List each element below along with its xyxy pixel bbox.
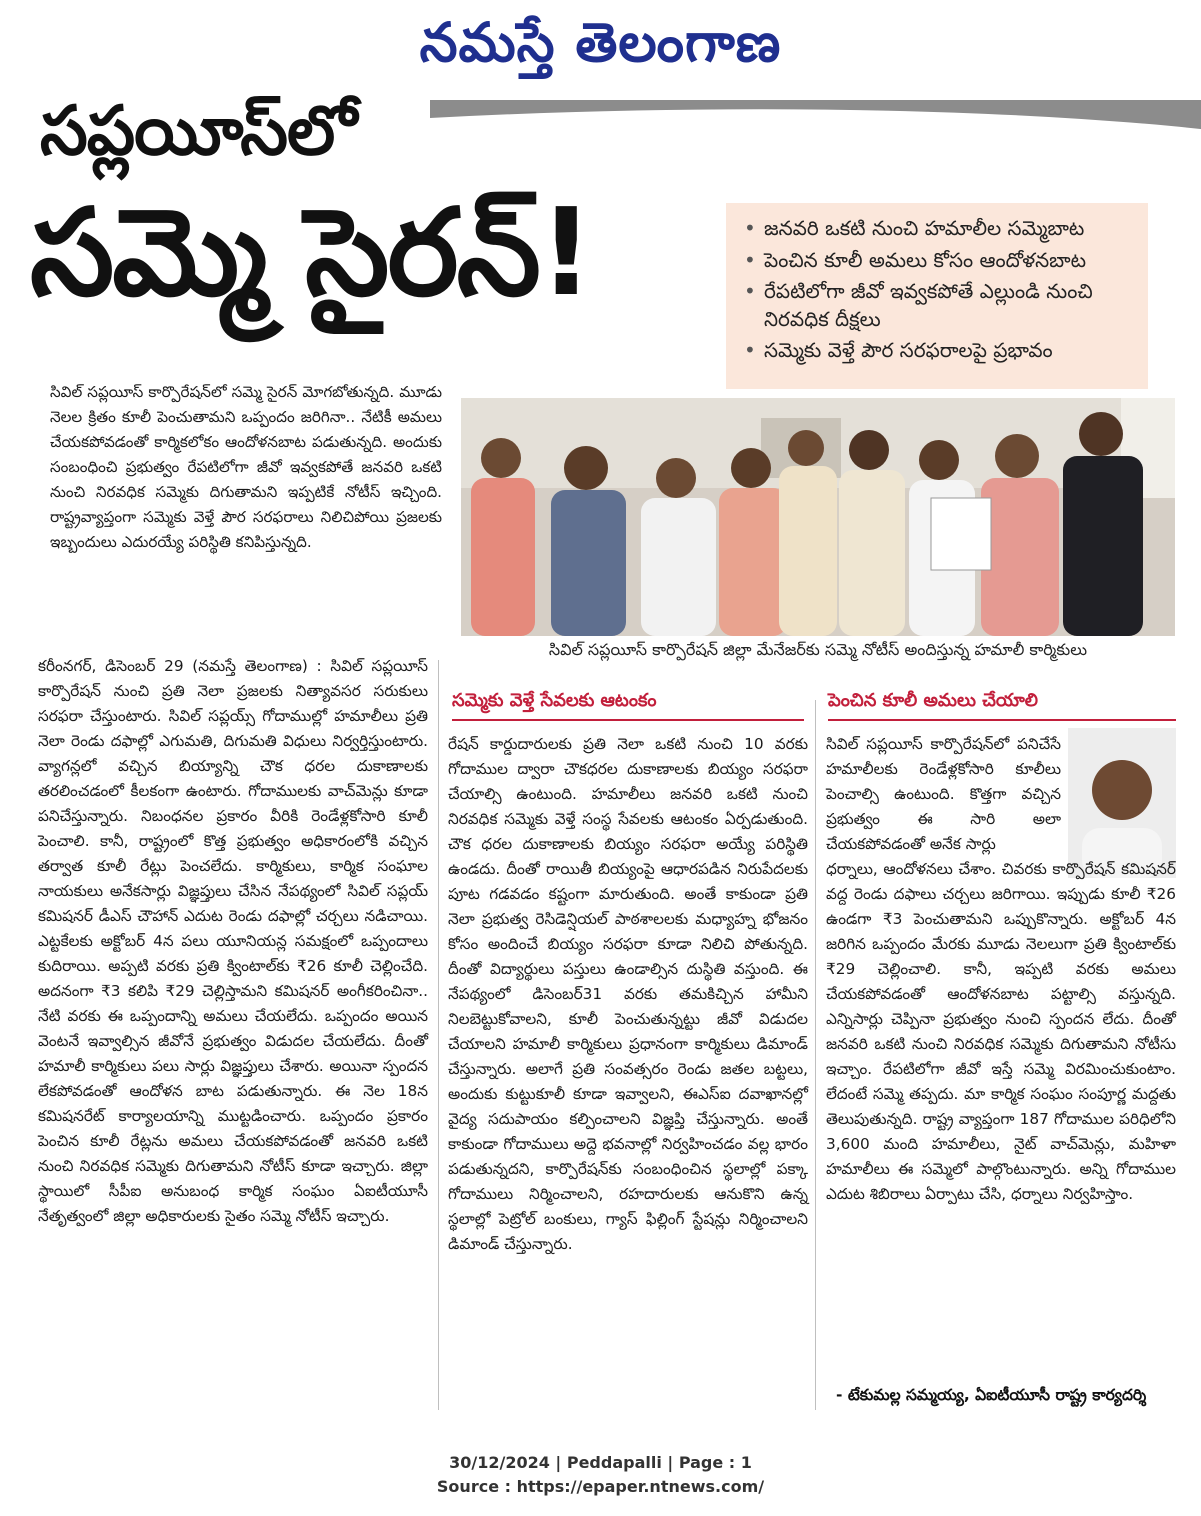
masthead-title: నమస్తే తెలంగాణ	[419, 10, 782, 74]
footer-source: Source : https://epaper.ntnews.com/	[436, 1477, 765, 1496]
news-photo	[461, 398, 1175, 636]
section-3-heading: పెంచిన కూలీ అమలు చేయాలి	[828, 690, 1176, 721]
highlight-item: • సమ్మెకు వెళ్తే పౌర సరఫరాలపై ప్రభావం	[740, 335, 1134, 365]
highlight-item: • జనవరి ఒకటి నుంచి హమాలీల సమ్మెబాట	[740, 213, 1134, 243]
section-3-text: ధర్నాలు, ఆందోళనలు చేశాం. చివరకు కార్పొరేషన్‌ కమిషనర్‌ వద్ద రెండు దఫాలు చర్చలు జరిగాయి. ఇప్పుడు కూలీ ₹26 ఉండగా ₹3 పెంచుతామని ఒప్పుకొన్నారు. అక్టోబర్‌ 4న జరిగిన ఒప్పందం మేరకు మూడు నెలలుగా ప్రతి క్వింటాల్‌కు ₹29 చెల్లించాలి. కానీ, ఇప్పటి వరకు అమలు చేయకపోవడంతో ఆందోళనబాట పట్టాల్సి వస్తున్నది. ఎన్నిసార్లు చెప్పినా ప్రభుత్వం నుంచి స్పందన లేదు. దీంతో జనవరి ఒకటి నుంచి నిరవధిక సమ్మెకు దిగుతామని నోటీసు ఇచ్చాం. రేపటిలోగా జీవో ఇస్తే సమ్మె విరమించుకుంటాం. లేదంటే సమ్మె తప్పదు. మా కార్మిక సంఘం సంపూర్ణ మద్దతు తెలుపుతున్నది. రాష్ట్ర వ్యాప్తంగా 187 గోదాముల పరిధిలోని 3,600 మంది హమాలీలు, నైట్‌ వాచ్‌మెన్లు, మహిళా హమాలీలు ఈ సమ్మెలో పాల్గొంటున్నారు. అన్ని గోదాముల ఎదుట శిబిరాలు ఏర్పాటు చేసి, ధర్నాలు నిర్వహిస్తాం.	[826, 860, 1176, 1203]
quote-byline: - టేకుమల్ల సమ్మయ్య, ఏఐటీయూసీ రాష్ట్ర కార్యదర్శి	[836, 1386, 1147, 1404]
article-column-2	[448, 732, 808, 1257]
highlight-item: • రేపటిలోగా జీవో ఇవ్వకపోతే ఎల్లుండి నుంచి నిరవధిక దీక్షలు	[740, 277, 1134, 333]
headline-line-2: సమ్మె సైరన్‌!	[30, 184, 592, 323]
footer-date-edition: 30/12/2024 | Peddapalli | Page : 1	[449, 1453, 752, 1472]
highlight-item: • పెంచిన కూలీ అమలు కోసం ఆందోళనబాట	[740, 245, 1134, 275]
highlights-box	[726, 203, 1148, 389]
column-1-text: కరీంనగర్‌, డిసెంబర్‌ 29 (నమస్తే తెలంగాణ) : సివిల్‌ సప్లయీస్‌ కార్పొరేషన్‌ నుంచి ప్రతి నెలా ప్రజలకు నిత్యావసర సరుకులు సరఫరా చేస్తుంటారు. సివిల్‌ సప్లయ్స్‌ గోదాముల్లో హమాలీలు ప్రతి నెలా రెండు దఫాల్లో ఎగుమతి, దిగుమతి విధులు నిర్వర్తిస్తుంటారు. వ్యాగన్లలో వచ్చిన బియ్యాన్ని చౌక ధరల దుకాణాలకు తరలించడంలో కీలకంగా ఉంటారు. గోదాములకు వాచ్‌మెన్లు కూడా పనిచేస్తున్నారు. నిబంధనల ప్రకారం వీరికి రెండేళ్లకోసారి కూలీ పెంచాలి. కానీ, రాష్ట్రంలో కొత్త ప్రభుత్వం అధికారంలోకి వచ్చిన తర్వాత కూలీ రేట్లు పెంచలేదు. కార్మికులు, కార్మిక సంఘాల నాయకులు అనేకసార్లు విజ్ఞప్తులు చేసిన నేపథ్యంలో సివిల్‌ సప్లయ్‌ కమిషనర్‌ డీఎస్‌ చౌహాన్‌ ఎదుట రెండు దఫాల్లో చర్చలు నడిచాయి. ఎట్టకేలకు అక్టోబర్‌ 4న పలు యూనియన్ల సమక్షంలో ఒప్పందాలు కుదిరాయి. అప్పటి వరకు ప్రతి క్వింటాల్‌కు ₹26 కూలీ చెల్లించేది. అదనంగా ₹3 కలిపి ₹29 చెల్లిస్తామని కమిషనర్‌ అంగీకరించినా.. నేటి వరకు ఈ ఒప్పందాన్ని అమలు చేయలేదు. ఒప్పందం అయిన వెంటనే ఇవ్వాల్సిన జీవోనే ప్రభుత్వం విడుదల చేయలేదు. దీంతో హమాలీ కార్మికులు పలు సార్లు విజ్ఞప్తులు చేశారు. అయినా స్పందన లేకపోవడంతో ఆందోళన బాట పడుతున్నారు. ఈ నెల 18న కమిషనరేట్‌ కార్యాలయాన్ని ముట్టడించారు. ఒప్పందం ప్రకారం పెంచిన కూలీ రేట్లను అమలు చేయకపోవడంతో జనవరి ఒకటి నుంచి నిరవధిక సమ్మెకు దిగుతామని నోటీస్‌ కూడా ఇచ్చారు. జిల్లా స్థాయిలో సీపీఐ అనుబంధ కార్మిక సంఘం ఏఐటీయూసీ నేతృత్వంలో జిల్లా అధికారులకు సైతం సమ్మె నోటీస్‌ ఇచ్చారు.	[38, 657, 428, 1225]
photo-illustration	[461, 398, 1175, 636]
masthead	[0, 10, 1201, 80]
header-swoosh	[430, 100, 1201, 134]
section-2-heading: సమ్మెకు వెళ్తే సేవలకు ఆటంకం	[452, 690, 804, 721]
article-column-3	[826, 732, 1176, 1207]
column-divider	[438, 660, 439, 1410]
lead-paragraph	[50, 380, 442, 555]
photo-caption: సివిల్‌ సప్లయీస్‌ కార్పొరేషన్‌ జిల్లా మేనేజర్‌కు సమ్మె నోటీస్‌ అందిస్తున్న హమాలీ కార్మికులు	[548, 640, 1088, 659]
section-3-text-indented: సివిల్‌ సప్లయీస్‌ కార్పొరేషన్‌లో పనిచేసే హమాలీలకు రెండేళ్లకోసారి కూలీలు పెంచాల్సి ఉంటుంది. కొత్తగా వచ్చిన ప్రభుత్వం ఈ సారి అలా చేయకపోవడంతో అనేక సార్లు	[826, 735, 1061, 853]
article-column-1	[38, 654, 428, 1229]
section-2-text: రేషన్‌ కార్డుదారులకు ప్రతి నెలా ఒకటి నుంచి 10 వరకు గోదాముల ద్వారా చౌకధరల దుకాణాలకు బియ్యం సరఫరా చేయాల్సి ఉంటుంది. హమాలీలు జనవరి ఒకటి నుంచి నిరవధిక సమ్మెకు వెళ్తే సంస్థ సేవలకు ఆటంకం ఏర్పడుతుంది. చౌక ధరల దుకాణాలకు బియ్యం సరఫరా అయ్యే పరిస్థితి ఉండదు. దీంతో రాయితీ బియ్యంపై ఆధారపడిన నిరుపేదలకు పూట గడవడం కష్టంగా మారుతుంది. అంతే కాకుండా ప్రతి నెలా ప్రభుత్వ రెసిడెన్షియల్‌ పాఠశాలలకు మధ్యాహ్న భోజనం కోసం అందించే బియ్యం సరఫరా కూడా నిలిచి పోతున్నది. దీంతో విద్యార్థులు పస్తులు ఉండాల్సిన దుస్థితి వస్తుంది. ఈ నేపథ్యంలో డిసెంబర్‌31 వరకు తమకిచ్చిన హామీని నిలబెట్టుకోవాలని, కూలీ పెంచుతున్నట్టు జీవో విడుదల చేయాలని హమాలీ కార్మికులు ప్రధానంగా కార్మికులు డిమాండ్‌ చేస్తున్నారు. అలాగే ప్రతి సంవత్సరం రెండు జతల బట్టలు, అందుకు కుట్టుకూలీ కూడా ఇవ్వాలని, ఈఎస్‌ఐ దవాఖానల్లో వైద్య సదుపాయం కల్పించాలని విజ్ఞప్తి చేస్తున్నారు. అంతే కాకుండా గోదాములు అద్దె భవనాల్లో నిర్వహించడం వల్ల భారం పడుతున్నదని, కార్పొరేషన్‌కు సంబంధించిన స్థలాల్లో పక్కా గోదాములు నిర్మించాలని, రహదారులకు ఆనుకొని ఉన్న స్థలాల్లో పెట్రోల్‌ బంకులు, గ్యాస్‌ ఫిల్లింగ్‌ స్టేషన్లు నిర్మించాలని డిమాండ్‌ చేస్తున్నారు.	[448, 735, 808, 1253]
lead-text: సివిల్‌ సప్లయీస్‌ కార్పొరేషన్‌లో సమ్మె సైరన్‌ మోగబోతున్నది. మూడు నెలల క్రితం కూలీ పెంచుతామని ఒప్పందం జరిగినా.. నేటికీ అమలు చేయకపోవడంతో కార్మికలోకం ఆందోళనబాట పడుతున్నది. అందుకు సంబంధించి ప్రభుత్వం రేపటిలోగా జీవో ఇవ్వకపోతే జనవరి ఒకటి నుంచి నిరవధిక సమ్మెకు దిగుతామని ఇప్పటికే నోటీస్‌ ఇచ్చింది. రాష్ట్రవ్యాప్తంగా సమ్మెకు వెళ్తే పౌర సరఫరాలు నిలిచిపోయి ప్రజలకు ఇబ్బందులు ఎదురయ్యే పరిస్థితి కనిపిస్తున్నది.	[50, 383, 442, 551]
column-divider	[815, 700, 816, 1410]
headline-line-1: సప్లయీస్‌లో	[40, 92, 356, 171]
